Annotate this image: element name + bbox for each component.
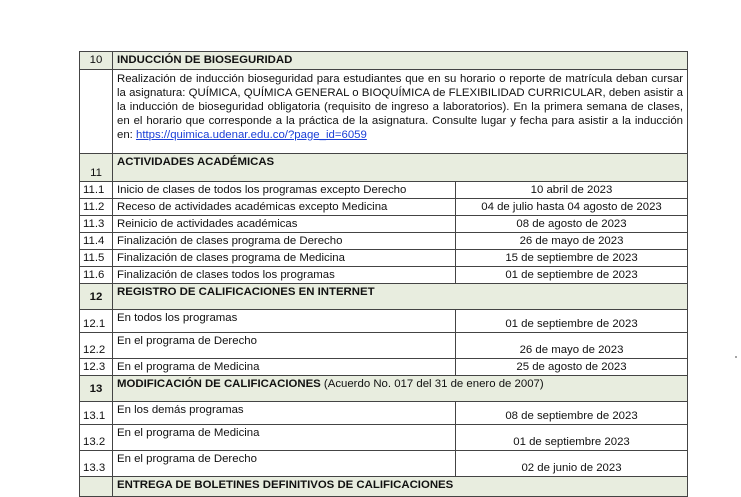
- row-description: En todos los programas: [113, 310, 456, 333]
- section-title: ACTIVIDADES ACADÉMICAS: [113, 154, 688, 182]
- induction-text: Realización de inducción bioseguridad para estudiantes que en su horario o reporte de matrícula deban cursar la asignatura: QUÍMICA, QUÍMICA GENERAL o BIOQUÍMICA de FLEXIBILIDAD CURRICULAR, deben asistir a la inducción de bioseguridad obligatoria (requisito de ingreso a laboratorios). En la primera semana de clases, en el horario que corresponde a la práctica de la asignatura. Consulte lugar y fecha para asistir a la inducción en:: [117, 73, 683, 141]
- table-row: [80, 425, 688, 451]
- row-date: 01 de septiembre de 2023: [456, 267, 688, 284]
- section-title-note: (Acuerdo No. 017 del 31 de enero de 2007): [320, 378, 544, 390]
- row-description: En los demás programas: [113, 402, 456, 425]
- table-row: [80, 250, 688, 267]
- induction-paragraph: [113, 70, 688, 154]
- section-number: 10: [80, 52, 113, 70]
- section-header-10: [80, 52, 688, 70]
- table-row: [80, 267, 688, 284]
- section-number: 13: [80, 376, 113, 402]
- section-title: INDUCCIÓN DE BIOSEGURIDAD: [113, 52, 688, 70]
- table-row: [80, 199, 688, 216]
- row-description: En el programa de Medicina: [113, 425, 456, 451]
- table-row: [80, 310, 688, 333]
- table-row: [80, 359, 688, 376]
- row-description: Reinicio de actividades académicas: [113, 216, 456, 233]
- row-number: 11.3: [80, 216, 113, 233]
- table-row: [80, 451, 688, 477]
- row-date: 08 de agosto de 2023: [456, 216, 688, 233]
- row-number: 13.1: [80, 402, 113, 425]
- row-number: 13.3: [80, 451, 113, 477]
- row-number: 11.5: [80, 250, 113, 267]
- section-header-11: [80, 154, 688, 182]
- section-number: [80, 477, 113, 497]
- table-row: [80, 182, 688, 199]
- row-date: 01 de septiembre de 2023: [456, 310, 688, 333]
- section-title-cell: [113, 376, 688, 402]
- table-row: [80, 333, 688, 359]
- row-number: 12.3: [80, 359, 113, 376]
- row-date: 26 de mayo de 2023: [456, 333, 688, 359]
- row-number: 11.6: [80, 267, 113, 284]
- row-description: En el programa de Medicina: [113, 359, 456, 376]
- section-number: 11: [80, 154, 113, 182]
- academic-calendar-table: [79, 51, 688, 497]
- table-row: [80, 216, 688, 233]
- row-date: 25 de agosto de 2023: [456, 359, 688, 376]
- section-number: 12: [80, 284, 113, 310]
- empty-cell: [80, 70, 113, 154]
- row-date: 26 de mayo de 2023: [456, 233, 688, 250]
- row-date: 02 de junio de 2023: [456, 451, 688, 477]
- row-description: En el programa de Derecho: [113, 451, 456, 477]
- row-number: 11.4: [80, 233, 113, 250]
- table-row: [80, 402, 688, 425]
- induction-link[interactable]: https://quimica.udenar.edu.co/?page_id=6059: [136, 129, 367, 141]
- row-date: 08 de septiembre de 2023: [456, 402, 688, 425]
- row-date: 04 de julio hasta 04 agosto de 2023: [456, 199, 688, 216]
- section-title: ENTREGA DE BOLETINES DEFINITIVOS DE CALIFICACIONES: [113, 477, 688, 497]
- margin-mark: [735, 356, 737, 358]
- row-number: 12.1: [80, 310, 113, 333]
- section-body-10: [80, 70, 688, 154]
- row-description: Finalización de clases todos los programas: [113, 267, 456, 284]
- section-title: MODIFICACIÓN DE CALIFICACIONES: [117, 378, 321, 390]
- row-number: 12.2: [80, 333, 113, 359]
- table-row: [80, 233, 688, 250]
- row-description: Finalización de clases programa de Medicina: [113, 250, 456, 267]
- row-description: Receso de actividades académicas excepto Medicina: [113, 199, 456, 216]
- row-number: 11.2: [80, 199, 113, 216]
- row-description: Finalización de clases programa de Derecho: [113, 233, 456, 250]
- section-header-14: [80, 477, 688, 497]
- row-date: 15 de septiembre de 2023: [456, 250, 688, 267]
- row-number: 11.1: [80, 182, 113, 199]
- section-header-13: [80, 376, 688, 402]
- row-date: 10 abril de 2023: [456, 182, 688, 199]
- row-number: 13.2: [80, 425, 113, 451]
- row-description: En el programa de Derecho: [113, 333, 456, 359]
- row-description: Inicio de clases de todos los programas excepto Derecho: [113, 182, 456, 199]
- section-title: REGISTRO DE CALIFICACIONES EN INTERNET: [113, 284, 688, 310]
- row-date: 01 de septiembre 2023: [456, 425, 688, 451]
- section-header-12: [80, 284, 688, 310]
